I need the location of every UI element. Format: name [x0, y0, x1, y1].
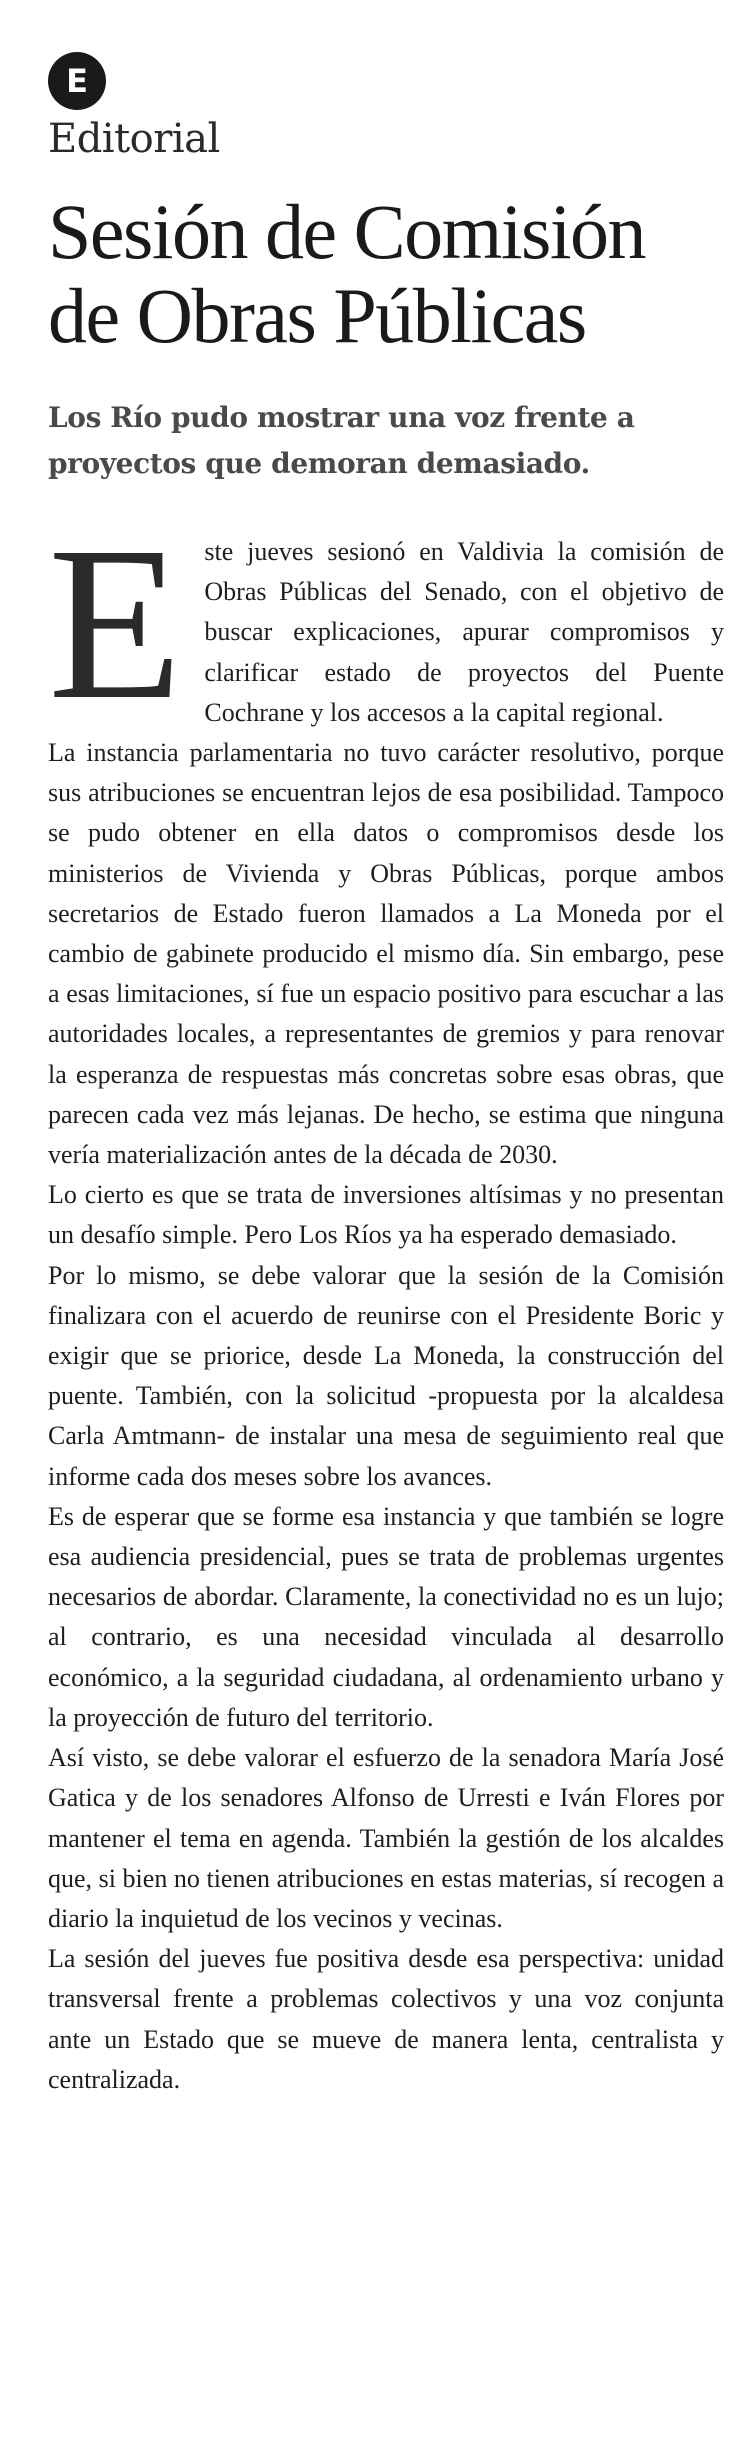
- article-body: [48, 501, 724, 2100]
- paragraph: [48, 501, 724, 745]
- headline: Sesión de Comisión de Obras Públicas: [48, 188, 646, 359]
- paragraph: Lo cierto es que se trata de inversiones altísimas y no presentan un desafío simple. Pero Los Ríos ya ha esperado demasiado.: [48, 1180, 724, 1250]
- section-label: Editorial: [48, 116, 220, 162]
- paragraph: La sesión del jueves fue positiva desde esa perspectiva: unidad transversal frente a problemas colectivos y una voz conjunta ante un Estado que se mueve de manera lenta, centralista y centralizada.: [48, 1944, 724, 2094]
- drop-cap: E: [48, 501, 183, 745]
- paragraph: Es de esperar que se forme esa instancia y que también se logre esa audiencia presidencial, pues se trata de problemas urgentes necesarios de abordar. Claramente, la conectividad no es un lujo; al contrario, es una necesidad vinculada al desarrollo económico, a la seguridad ciudadana, al ordenamiento urbano y la proyección de futuro del territorio.: [48, 1501, 724, 1732]
- paragraph: Así visto, se debe valorar el esfuerzo de la senadora María José Gatica y de los senadores Alfonso de Urresti e Iván Flores por mantener el tema en agenda. También la gestión de los alcaldes que, si bien no tienen atribuciones en estas materias, sí recogen a diario la inquietud de los vecinos y vecinas.: [48, 1743, 724, 1933]
- subheadline: Los Río pudo mostrar una voz frente a proyectos que demoran demasiado.: [48, 401, 635, 480]
- paragraph: Por lo mismo, se debe valorar que la sesión de la Comisión finalizara con el acuerdo de reunirse con el Presidente Boric y exigir que se priorice, desde La Moneda, la construcción del puente. También, con la solicitud -propuesta por la alcaldesa Carla Amtmann- de instalar una mesa de seguimiento real que informe cada dos meses sobre los avances.: [48, 1260, 724, 1491]
- section-badge: E: [48, 52, 106, 110]
- paragraph-text: ste jueves sesionó en Valdivia la comisión de Obras Públicas del Senado, con el objetivo de buscar explicaciones, apurar compromisos y clarificar estado de proyectos del Puente Cochrane y los accesos a la capital regional.: [204, 537, 724, 727]
- paragraph: La instancia parlamentaria no tuvo carácter resolutivo, porque sus atribuciones se encuentran lejos de esa posibilidad. Tampoco se pudo obtener en ella datos o compromisos desde los ministerios de Vivienda y Obras Públicas, porque ambos secretarios de Estado fueron llamados a La Moneda por el cambio de gabinete producido el mismo día. Sin embargo, pese a esas limitaciones, sí fue un espacio positivo para escuchar a las autoridades locales, a representantes de gremios y para renovar la esperanza de respuestas más concretas sobre esas obras, que parecen cada vez más lejanas. De hecho, se estima que ninguna vería materialización antes de la década de 2030.: [48, 738, 724, 1170]
